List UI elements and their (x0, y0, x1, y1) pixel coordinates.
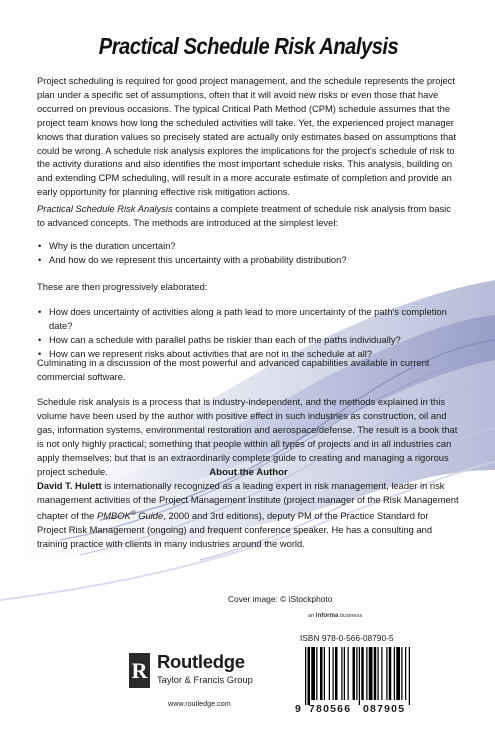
barcode-bar (361, 647, 364, 700)
barcode-bar (329, 647, 330, 700)
barcode-bar (341, 647, 342, 700)
list-item: • And how do we represent this uncertainty with a probability distribution? (37, 253, 460, 267)
basic-questions-list (37, 239, 460, 267)
book-title-italic: Practical Schedule Risk Analysis (37, 203, 173, 214)
barcode-bar (409, 647, 410, 705)
barcode-bar (348, 647, 349, 700)
cover-image-credit: Cover image: © iStockphoto (228, 594, 333, 604)
barcode-bar (333, 647, 334, 700)
author-bio (37, 479, 460, 551)
isbn-label: ISBN 978-0-566-08790-5 (300, 634, 394, 643)
author-bio-text-end: , 2000 and 3rd editions), deputy PM of the Practice Standard for Project Risk Management (ongoing) and frequent conference speaker. He has a consulting and training practice with clients in many industries around the world. (37, 509, 433, 549)
list-item: • How does uncertainty of activities along a path lead to more uncertainty of the path's completion date? (37, 305, 460, 333)
publisher-note-prefix: an (308, 613, 316, 619)
barcode-bar (366, 647, 367, 700)
elaboration-paragraph: These are then progressively elaborated: (37, 281, 208, 292)
barcode-bar (335, 647, 338, 700)
informa-brand: informa (315, 612, 339, 619)
barcode-bar (405, 647, 406, 700)
methods-paragraph-text: contains a complete treatment of schedule risk analysis from basic to advanced concepts. The methods are introduced at the simplest level: (37, 203, 451, 228)
barcode-bar (386, 647, 387, 700)
intro-paragraph: Project scheduling is required for good project management, and the schedule represents the project plan under a specific set of assumptions, often that it will avoid new risks or even those that have occurred on previous occasions. The typical Critical Path Method (CPM) schedule assumes that the project team knows how long the scheduled activities will take. Yet, the experienced project manager knows that duration values so precisely stated are actually only estimates based on assumptions that could be wrong. A schedule risk analysis explores the implications for the project's schedule of risk to the activity durations and also identifies the most important schedule risks. This analysis, building on and extending CPM scheduling, will result in a more accurate estimate of completion and provide an early opportunity for planning effective risk mitigation actions. (37, 75, 456, 198)
barcode-bar (324, 647, 325, 700)
barcode-bar (374, 647, 377, 700)
barcode-first-digit: 9 (295, 703, 301, 715)
author-bio-text: is internationally recognized as a leading expert in risk management, leader in risk management activities of the Project Management Institute (project manager of the Risk Management chapter of the (37, 480, 459, 521)
routledge-mark-icon: R (129, 653, 150, 688)
registered-mark: ® (130, 509, 136, 517)
barcode-bar (394, 647, 395, 700)
barcode-bar (311, 647, 315, 700)
publisher-group: Taylor & Francis Group (157, 674, 253, 685)
barcode-bar (359, 647, 360, 705)
barcode-group-2: 087905 (363, 703, 406, 715)
list-item: • How can we represent risks about activities that are not in the schedule at all? (37, 347, 460, 361)
industry-paragraph: Schedule risk analysis is a process that is industry-independent, and the methods explained in this volume have been used by the author with positive effect in such industries as construction, oil and gas, information systems, environmental restoration and aerospace/defense. The result is a book that is not only highly practical; something that people within all types of projects and in all industries can apply themselves; but that is an extraordinarily complete guide to creating and managing a rigorous project schedule. (37, 396, 458, 477)
barcode-bar (378, 647, 379, 700)
publisher-name: Routledge (157, 651, 245, 672)
barcode-bar (396, 647, 400, 700)
barcode-bar (381, 647, 382, 700)
culmination-paragraph: Culminating in a discussion of the most powerful and advanced capabilities available in current commercial software. (37, 357, 430, 382)
barcode-bar (356, 647, 357, 700)
methods-paragraph (37, 202, 460, 230)
barcode-bar (369, 647, 373, 700)
publisher-website: www.routledge.com (168, 699, 231, 708)
barcode-bars (293, 645, 416, 705)
publisher-note-suffix: business (338, 613, 363, 619)
about-author-heading: About the Author (209, 467, 288, 478)
isbn-barcode (293, 645, 416, 717)
barcode-group-1: 780566 (309, 703, 352, 715)
barcode-bar (308, 647, 311, 705)
list-item: • Why is the duration uncertain? (37, 239, 460, 253)
publisher-note (308, 612, 362, 619)
elaborated-questions-list (37, 305, 460, 361)
author-name: David T. Hulett (37, 480, 102, 491)
barcode-bar (305, 647, 306, 705)
barcode-bar (320, 647, 323, 700)
barcode-bar (353, 647, 356, 700)
barcode-bar (401, 647, 402, 700)
pmbok-text: PMBOK (96, 509, 131, 521)
list-item: • How can a schedule with parallel paths be riskier than each of the paths individually? (37, 333, 460, 347)
barcode-bar (389, 647, 392, 700)
barcode-bar (344, 647, 345, 700)
guide-text: Guide (135, 509, 164, 521)
page-title: Practical Schedule Risk Analysis (98, 33, 399, 59)
barcode-bar (316, 647, 317, 700)
